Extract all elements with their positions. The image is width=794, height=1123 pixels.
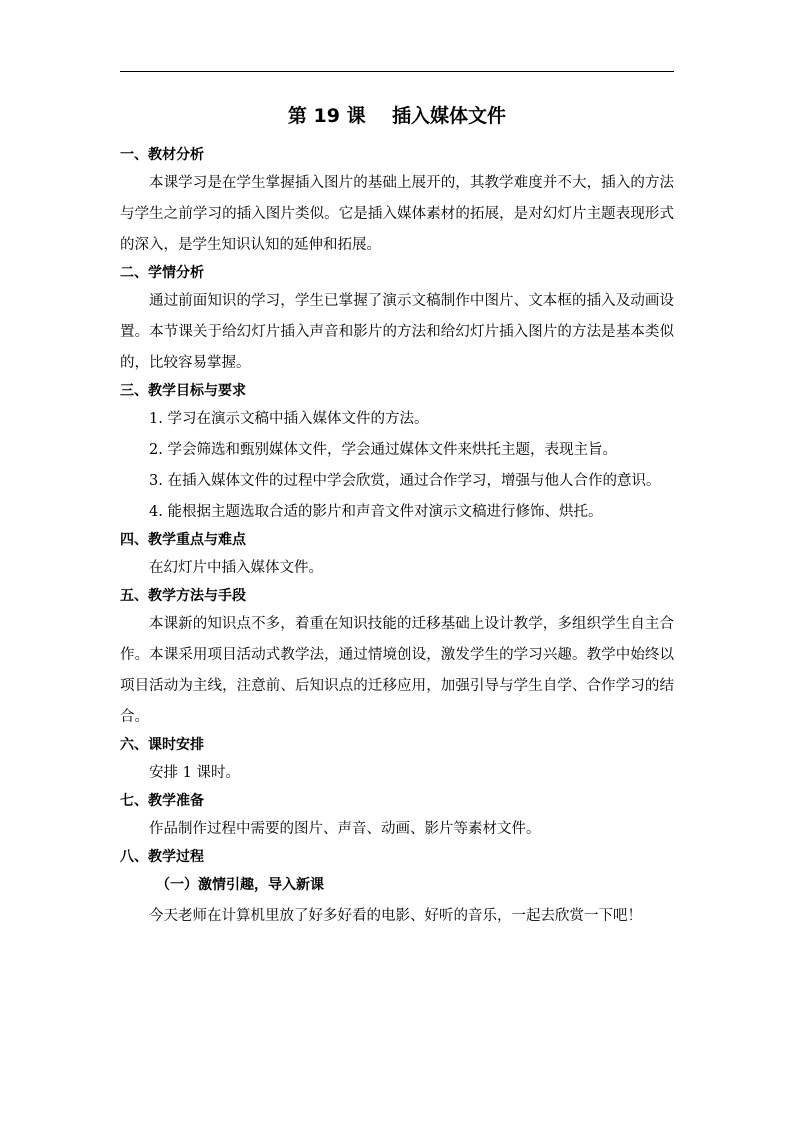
section-heading: 二、学情分析 [120,265,204,281]
objective-item: 4. 能根据主题选取合适的影片和声音文件对演示文稿进行修饰、烘托。 [149,504,603,520]
section-paragraph: 安排 1 课时。 [149,765,240,781]
section-heading: 一、教材分析 [120,147,204,163]
document-body [120,143,674,932]
section-subheading: （一）激情引趣，导入新课 [156,877,324,893]
section-teaching-objectives [120,379,674,528]
section-teaching-process [120,845,674,932]
section-class-schedule [120,733,674,789]
section-heading: 七、教学准备 [120,793,204,809]
section-paragraph: 本课新的知识点不多，着重在知识技能的迁移基础上设计教学，多组织学生自主合作。本课采用项目活动式教学法，通过情境创设，激发学生的学习兴趣。教学中始终以项目活动为主线，注意前、后知识点的迁移应用，加强引导与学生自学、合作学习的结合。 [120,616,674,725]
objective-item: 1. 学习在演示文稿中插入媒体文件的方法。 [149,411,429,427]
section-heading: 五、教学方法与手段 [120,588,246,604]
objective-item: 3. 在插入媒体文件的过程中学会欣赏，通过合作学习，增强与他人合作的意识。 [149,473,661,489]
header-rule [120,71,674,72]
section-heading: 三、教学目标与要求 [120,383,246,399]
objective-item: 2. 学会筛选和甄别媒体文件，学会通过媒体文件来烘托主题，表现主旨。 [149,442,617,458]
page-title: 第 19 课 插入媒体文件 [287,105,507,127]
section-heading: 八、教学过程 [120,849,204,865]
section-teaching-material-analysis [120,143,674,261]
section-teaching-preparation [120,789,674,845]
section-heading: 六、课时安排 [120,737,204,753]
section-key-points [120,528,674,584]
section-paragraph: 在幻灯片中插入媒体文件。 [149,560,323,576]
section-paragraph: 通过前面知识的学习，学生已掌握了演示文稿制作中图片、文本框的插入及动画设置。本节课关于给幻灯片插入声音和影片的方法和给幻灯片插入图片的方法是基本类似的，比较容易掌握。 [120,293,674,371]
section-learner-analysis [120,261,674,379]
section-heading: 四、教学重点与难点 [120,532,246,548]
section-teaching-methods [120,584,674,733]
section-paragraph: 作品制作过程中需要的图片、声音、动画、影片等素材文件。 [149,821,541,837]
section-paragraph: 今天老师在计算机里放了好多好看的电影、好听的音乐，一起去欣赏一下吧！ [149,908,642,924]
section-paragraph: 本课学习是在学生掌握插入图片的基础上展开的，其教学难度并不大，插入的方法与学生之前学习的插入图片类似。它是插入媒体素材的拓展，是对幻灯片主题表现形式的深入，是学生知识认知的延伸和拓展。 [120,175,674,253]
